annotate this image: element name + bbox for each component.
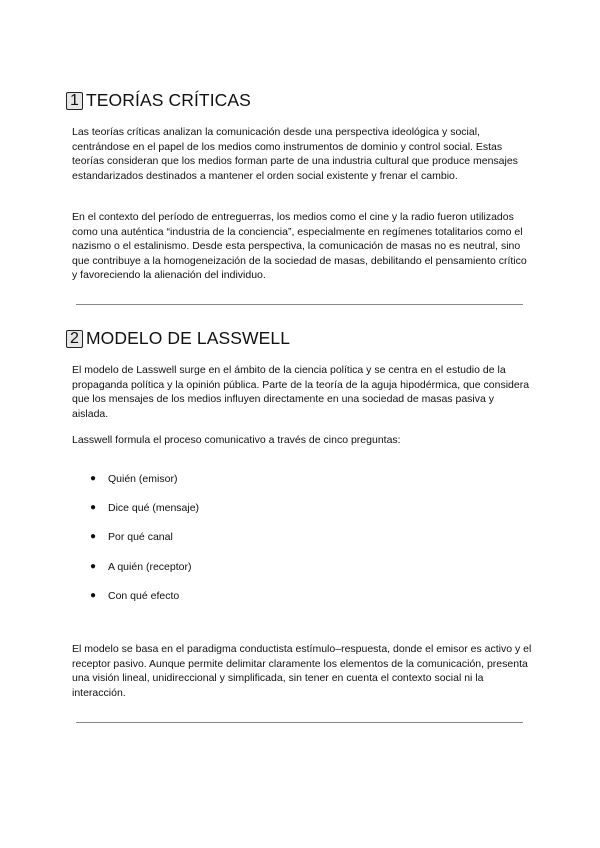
list-item (90, 501, 199, 530)
paragraph: Las teorías críticas analizan la comunicación desde una perspectiva ideológica y social, centrándose en el papel de los medios como instrumentos de dominio y control social. Estas teorías consideran que los medios forman parte de una industria cultural que produce mensajes estandarizados destinados a mantener el orden social existente y frenar el cambio. (72, 126, 518, 182)
paragraph: En el contexto del período de entreguerras, los medios como el cine y la radio fueron utilizados como una auténtica “industria de la conciencia”, especialmente en regímenes totalitarios como el nazismo o el estalinismo. Desde esta perspectiva, la comunicación de masas no es neutral, sino que contribuye a la homogeneización de la sociedad de masas, debilitando el pensamiento crítico y favoreciendo la alienación del individuo. (72, 211, 527, 282)
bullet-dot-icon: ● (90, 560, 97, 572)
section-number-badge: 1 (66, 92, 83, 110)
list-item (90, 589, 199, 618)
list-item-text: A quién (receptor) (108, 560, 192, 573)
bullet-dot-icon: ● (90, 502, 97, 514)
section-number-badge: 2 (66, 330, 83, 348)
list-item (90, 530, 199, 559)
list-item-text: Por qué canal (108, 531, 173, 544)
list-item (90, 472, 199, 501)
list-item-text: Dice qué (mensaje) (108, 502, 200, 515)
section-heading-modelo-lasswell (66, 328, 290, 349)
paragraph: El modelo se basa en el paradigma conductista estímulo–respuesta, donde el emisor es activo y el receptor pasivo. Aunque permite delimitar claramente los elementos de la comunicación, presenta una visión lineal, unidireccional y simplificada, sin tener en cuenta el contexto social ni la interacción. (72, 643, 532, 699)
section-divider (76, 722, 523, 723)
list-item (90, 560, 199, 589)
list-item-text: Con qué efecto (108, 589, 180, 602)
bullet-list (90, 472, 199, 618)
section-divider (76, 304, 523, 305)
list-item-text: Quién (emisor) (108, 473, 178, 485)
section-heading-teorias-criticas (66, 90, 251, 111)
bullet-dot-icon: ● (90, 473, 97, 484)
section-title: TEORÍAS CRÍTICAS (86, 90, 251, 110)
section-title: MODELO DE LASSWELL (86, 328, 291, 348)
bullet-dot-icon: ● (90, 531, 97, 543)
bullet-dot-icon: ● (90, 589, 97, 601)
paragraph: Lasswell formula el proceso comunicativo a través de cinco preguntas: (72, 434, 401, 446)
paragraph: El modelo de Lasswell surge en el ámbito de la ciencia política y se centra en el estudio de la propaganda política y la opinión pública. Parte de la teoría de la aguja hipodérmica, que considera que los mensajes de los medios influyen directamente en una sociedad de masas pasiva y aislada. (72, 364, 530, 420)
